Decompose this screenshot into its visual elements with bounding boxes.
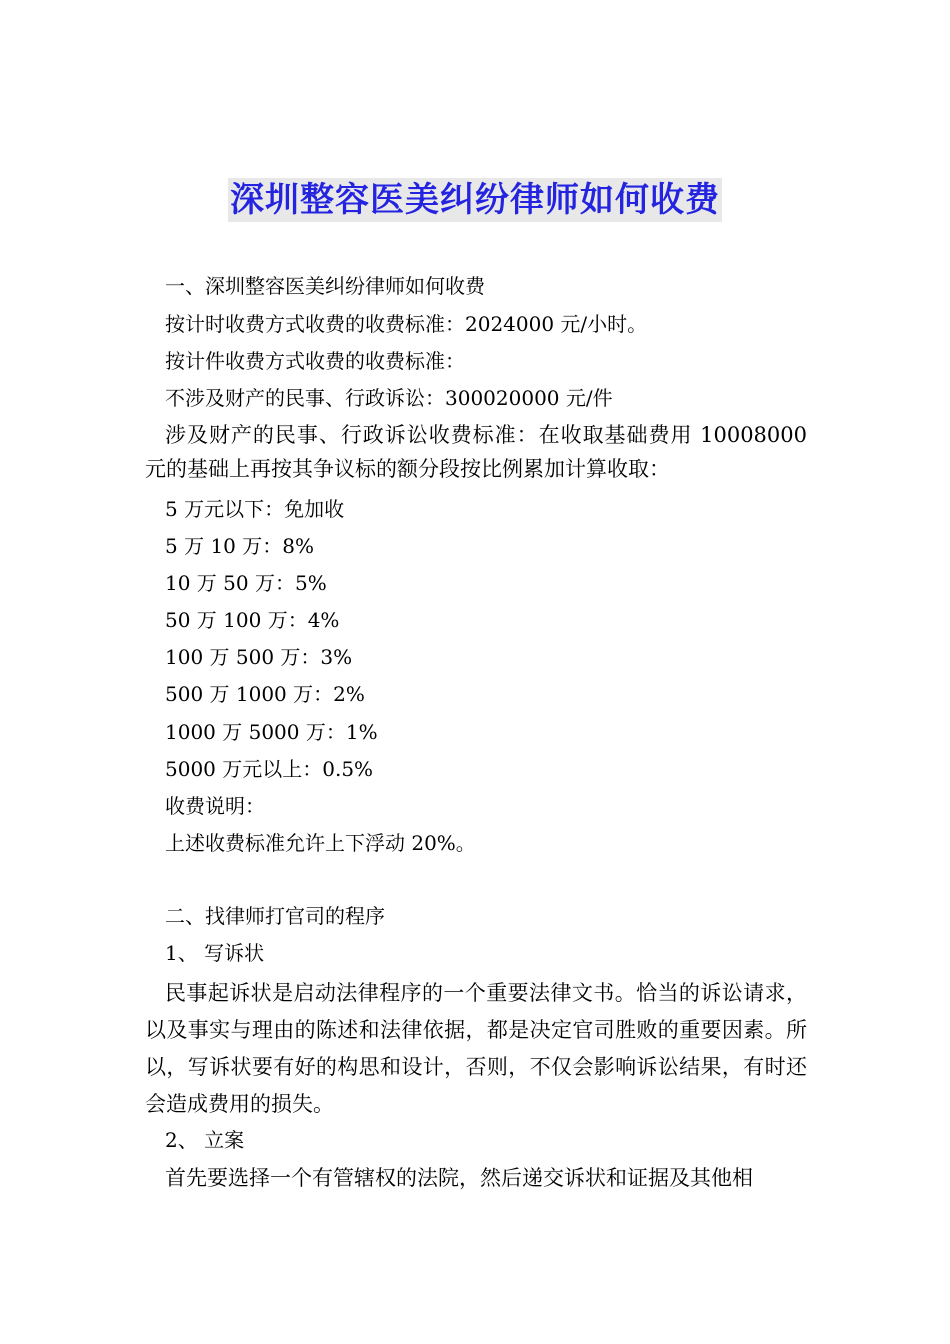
section-2-heading: 二、找律师打官司的程序 xyxy=(165,904,385,928)
section-1-heading: 一、深圳整容医美纠纷律师如何收费 xyxy=(165,274,485,298)
tier-line: 10 万 50 万：5% xyxy=(165,571,327,595)
tier-line: 500 万 1000 万：2% xyxy=(165,682,365,706)
document-title: 深圳整容医美纠纷律师如何收费 xyxy=(230,180,720,220)
property-paragraph: 涉及财产的民事、行政诉讼收费标准：在收取基础费用 10008000 元的基础上再按其争议标的额分段按比例累加计算收取： xyxy=(145,423,807,481)
tier-line: 5 万 10 万：8% xyxy=(165,534,314,558)
tier-line: 5 万元以下：免加收 xyxy=(165,497,345,521)
tier-line: 100 万 500 万：3% xyxy=(165,645,353,669)
title-block xyxy=(0,178,950,222)
step-2-heading: 2、 立案 xyxy=(165,1128,245,1152)
fee-note-text: 上述收费标准允许上下浮动 20%。 xyxy=(165,831,476,855)
step-1-heading: 1、 写诉状 xyxy=(165,941,265,965)
tier-line: 50 万 100 万：4% xyxy=(165,608,340,632)
hourly-rate-line: 按计时收费方式收费的收费标准：2024000 元/小时。 xyxy=(165,312,648,336)
tier-line: 1000 万 5000 万：1% xyxy=(165,720,378,744)
step-1-paragraph: 民事起诉状是启动法律程序的一个重要法律文书。恰当的诉讼请求，以及事实与理由的陈述和法律依据，都是决定官司胜败的重要因素。所以，写诉状要有好的构思和设计，否则，不仅会影响诉讼结果，有时还会造成费用的损失。 xyxy=(145,981,807,1116)
tier-line: 5000 万元以上：0.5% xyxy=(165,757,374,781)
non-property-line: 不涉及财产的民事、行政诉讼：300020000 元/件 xyxy=(165,386,613,410)
step-2-paragraph: 首先要选择一个有管辖权的法院，然后递交诉状和证据及其他相 xyxy=(165,1166,753,1190)
fee-note-heading: 收费说明： xyxy=(165,794,265,818)
per-case-heading: 按计件收费方式收费的收费标准： xyxy=(165,349,465,373)
